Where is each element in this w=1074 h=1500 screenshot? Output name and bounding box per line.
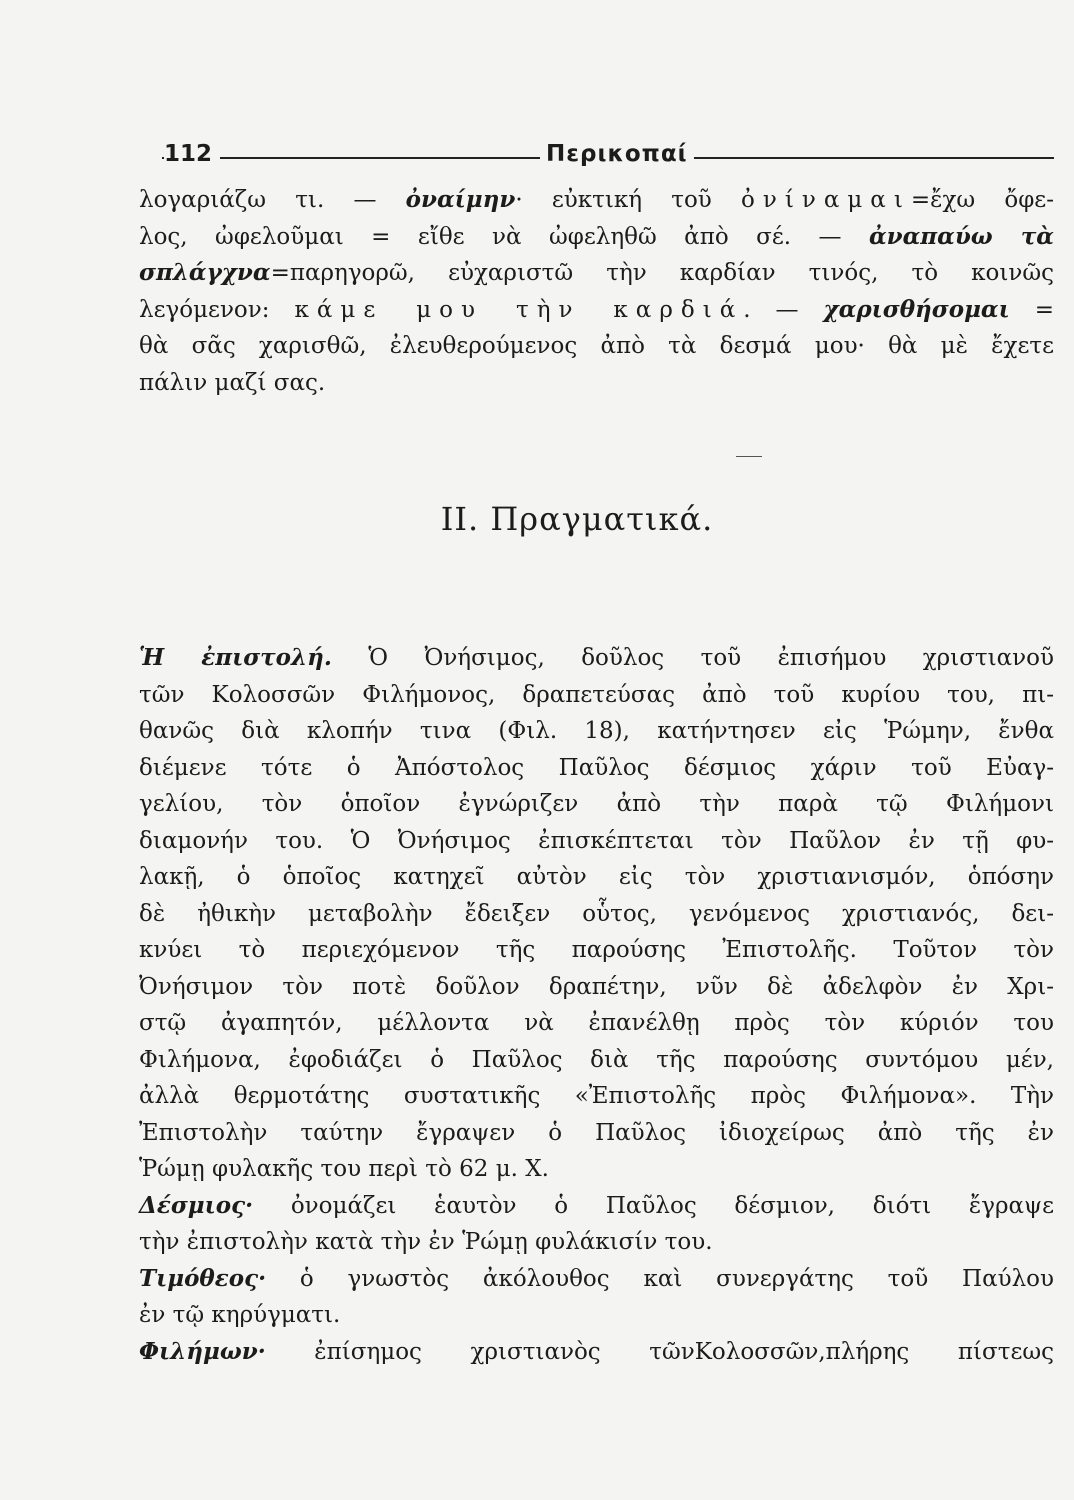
paragraph-term: Ἡ ἐπιστολή. (139, 644, 332, 671)
paragraph-line: Φιλήμων· ἐπίσημος χριστιανὸς τῶνΚολοσσῶν,πλήρης πίστεως (139, 1337, 1054, 1365)
gloss-term: ὀναίμην (405, 186, 516, 213)
notes-line-2: λος, ὠφελοῦμαι = εἴθε νὰ ὠφεληθῶ ἀπὸ σέ. — ἀναπαύω τὰ (139, 222, 1055, 250)
paragraph-line: γελίου, τὸν ὁποῖον ἐγνώριζεν ἀπὸ τὴν παρὰ τῷ Φιλήμονι (139, 791, 1054, 817)
paragraph-line: ἀλλὰ θερμοτάτης συστατικῆς «Ἐπιστολῆς πρὸς Φιλήμονα». Τὴν (139, 1083, 1054, 1109)
paragraph-term: Φιλήμων· (139, 1337, 266, 1365)
paragraph-line: τῶν Κολοσσῶν Φιλήμονος, δραπετεύσας ἀπὸ τοῦ κυρίου του, πι- (139, 681, 1054, 708)
gloss-term: ἀναπαύω τὰ (868, 222, 1055, 250)
paragraph-line: Ἐπιστολὴν ταύτην ἔγραψεν ὁ Παῦλος ἰδιοχείρως ἀπὸ τῆς ἐν (139, 1119, 1054, 1146)
paragraph-term: Δέσμιος· (139, 1191, 254, 1219)
notes-line-1: λογαριάζω τι. — ὀναίμην· εὐκτική τοῦ ὀνίναμαι=ἔχω ὄφε- (139, 186, 1054, 213)
notes-line-5: θὰ σᾶς χαρισθῶ, ἐλευθερούμενος ἀπὸ τὰ δεσμά μου· θὰ μὲ ἔχετε (139, 333, 1054, 359)
paragraph-line: Τιμόθεος· ὁ γνωστὸς ἀκόλουθος καὶ συνεργάτης τοῦ Παύλου (139, 1264, 1054, 1292)
paragraph-term: Τιμόθεος· (139, 1264, 267, 1292)
paragraph-line: δὲ ἠθικὴν μεταβολὴν ἔδειξεν οὗτος, γενόμενος χριστιανός, δει- (139, 900, 1054, 927)
running-head: Περικοπαί (540, 141, 694, 167)
gloss-term: σπλάγχνα (139, 259, 271, 286)
paragraph-line: στῷ ἀγαπητόν, μέλλοντα νὰ ἐπανέλθῃ πρὸς τὸν κύριόν του (139, 1010, 1054, 1036)
page-number: 112 (164, 141, 220, 167)
paragraph-line: Ὀνήσιμον τὸν ποτὲ δοῦλον δραπέτην, νῦν δὲ ἀδελφὸν ἐν Χρι- (139, 973, 1054, 1000)
notes-line-6: πάλιν μαζί σας. (139, 369, 326, 396)
paragraph-line: διαμονήν του. Ὁ Ὀνήσιμος ἐπισκέπτεται τὸν Παῦλον ἐν τῇ φυ- (139, 827, 1054, 854)
notes-line-4: λεγόμενον: κάμε μου τὴν καρδιά. — χαρισθήσομαι = (139, 295, 1054, 323)
body-text (139, 640, 1054, 1370)
paragraph-line: θανῶς διὰ κλοπήν τινα (Φιλ. 18), κατήντησεν εἰς Ῥώμην, ἔνθα (139, 718, 1054, 744)
paragraph-line: Δέσμιος· ὀνομάζει ἑαυτὸν ὁ Παῦλος δέσμιον, διότι ἔγραψε (139, 1191, 1054, 1219)
paragraph-line: Ῥώμῃ φυλακῆς του περὶ τὸ 62 μ. Χ. (139, 1156, 549, 1182)
section-divider (736, 456, 762, 457)
paragraph-line: ἐν τῷ κηρύγματι. (139, 1302, 341, 1328)
paragraph-line: κνύει τὸ περιεχόμενον τῆς παρούσης Ἐπιστολῆς. Τοῦτον τὸν (139, 937, 1054, 963)
glossary-notes (139, 182, 1054, 401)
notes-line-3: σπλάγχνα=παρηγορῶ, εὐχαριστῶ τὴν καρδίαν τινός, τὸ κοινῶς (139, 259, 1054, 286)
page-header (162, 135, 1054, 175)
paragraph-line: διέμενε τότε ὁ Ἀπόστολος Παῦλος δέσμιος χάριν τοῦ Εὐαγ- (139, 754, 1054, 781)
paragraph-line: Φιλήμονα, ἐφοδιάζει ὁ Παῦλος διὰ τῆς παρούσης συντόμου μέν, (139, 1046, 1054, 1073)
paragraph-line: τὴν ἐπιστολὴν κατὰ τὴν ἐν Ῥώμῃ φυλάκισίν του. (139, 1229, 713, 1255)
gloss-term: χαρισθήσομαι (823, 295, 1010, 323)
paragraph-line: Ἡ ἐπιστολή. Ὁ Ὀνήσιμος, δοῦλος τοῦ ἐπισήμου χριστιανοῦ (139, 644, 1054, 671)
section-title: II. Πραγματικά. (440, 500, 714, 538)
paragraph-line: λακῇ, ὁ ὁποῖος κατηχεῖ αὐτὸν εἰς τὸν χριστιανισμόν, ὁπόσην (139, 864, 1054, 890)
